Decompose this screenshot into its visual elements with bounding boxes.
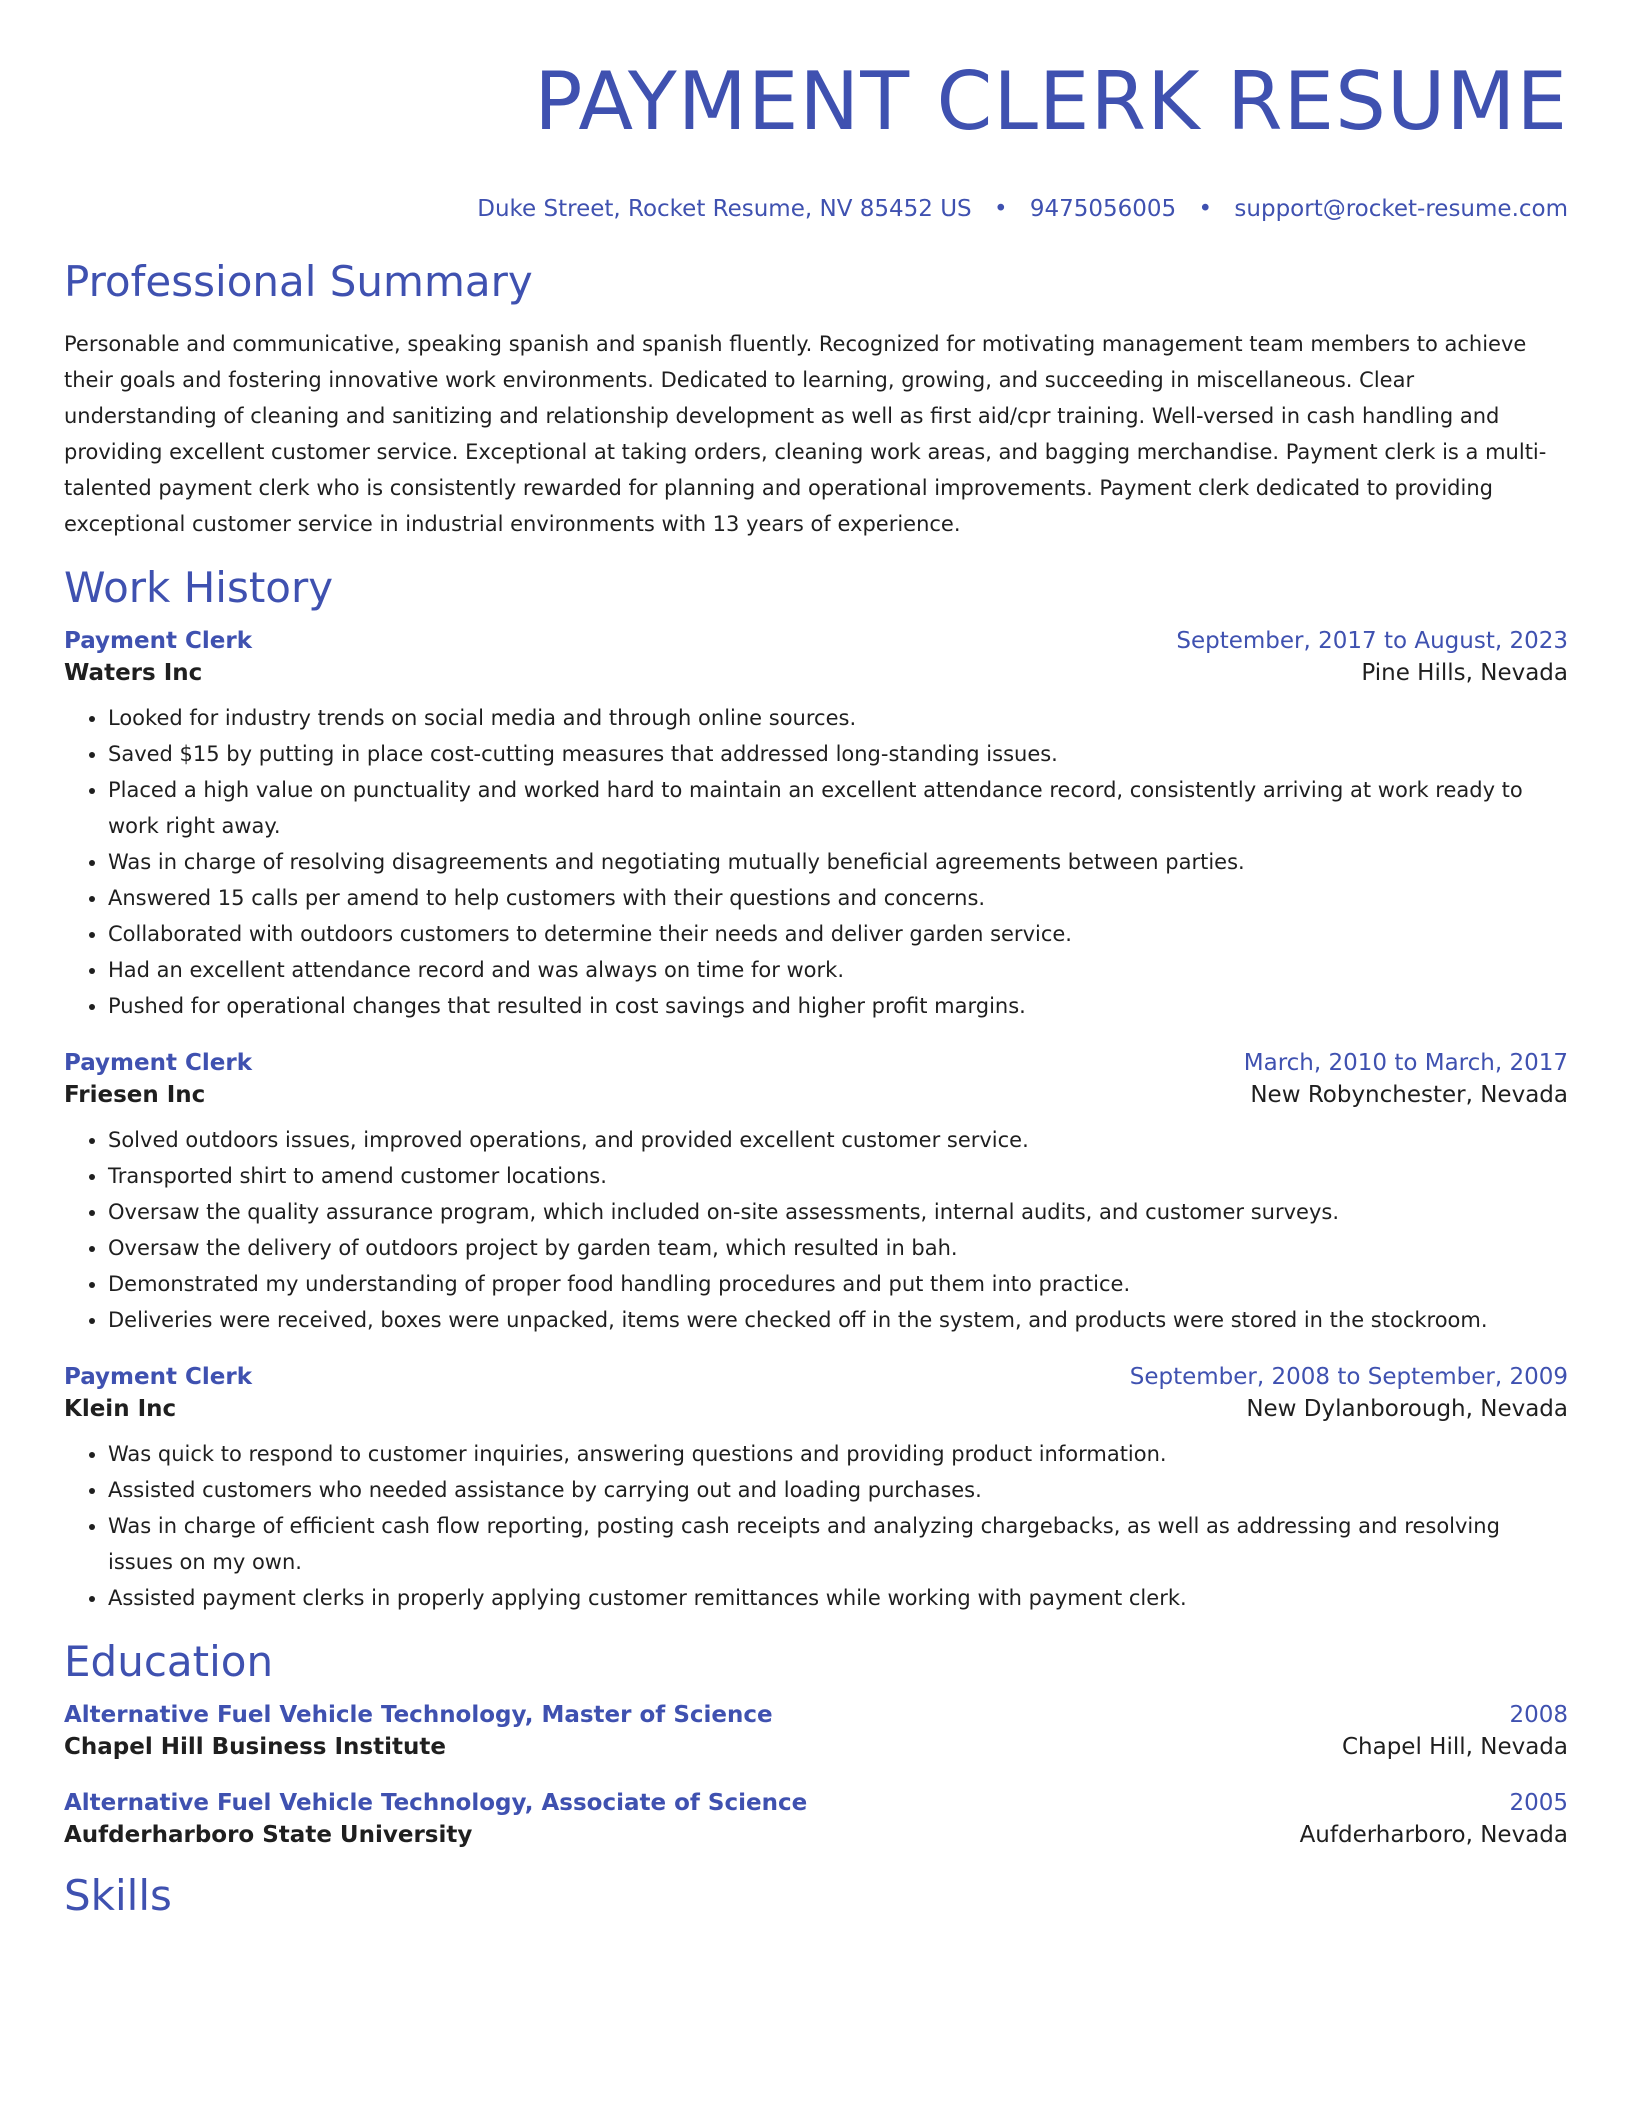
education-entry <box>64 1790 1568 1848</box>
education-entry <box>64 1702 1568 1760</box>
job-title: Payment Clerk <box>64 1050 252 1076</box>
job-bullet: • Assisted payment clerks in properly applying customer remittances while working with payment clerk. <box>108 1580 1568 1616</box>
degree-title: Alternative Fuel Vehicle Technology, Master of Science <box>64 1702 773 1728</box>
job-bullet-list <box>64 1436 1568 1616</box>
education-school-row <box>64 1822 1568 1848</box>
education-section <box>64 1636 1568 1848</box>
job-dates: September, 2017 to August, 2023 <box>1176 628 1568 654</box>
job-bullet: • Had an excellent attendance record and was always on time for work. <box>108 952 1568 988</box>
job-location: New Dylanborough, Nevada <box>1246 1396 1568 1422</box>
company-name: Klein Inc <box>64 1396 177 1422</box>
job-entry <box>64 1364 1568 1616</box>
job-entry <box>64 628 1568 1024</box>
job-company-row <box>64 1082 1568 1108</box>
job-bullet-list <box>64 700 1568 1024</box>
job-header-row <box>64 1050 1568 1076</box>
job-bullet: • Pushed for operational changes that resulted in cost savings and higher profit margins. <box>108 988 1568 1024</box>
job-bullet: • Was quick to respond to customer inquiries, answering questions and providing product information. <box>108 1436 1568 1472</box>
job-bullet: • Oversaw the delivery of outdoors project by garden team, which resulted in bah. <box>108 1230 1568 1266</box>
job-bullet: • Demonstrated my understanding of proper food handling procedures and put them into practice. <box>108 1266 1568 1302</box>
school-location: Chapel Hill, Nevada <box>1341 1734 1568 1760</box>
job-dates: March, 2010 to March, 2017 <box>1243 1050 1568 1076</box>
degree-title: Alternative Fuel Vehicle Technology, Associate of Science <box>64 1790 808 1816</box>
resume-title: PAYMENT CLERK RESUME <box>534 55 1568 148</box>
school-name: Aufderharboro State University <box>64 1822 473 1848</box>
job-location: New Robynchester, Nevada <box>1250 1082 1568 1108</box>
job-bullet: • Solved outdoors issues, improved operations, and provided excellent customer service. <box>108 1122 1568 1158</box>
job-bullet: • Saved $15 by putting in place cost-cutting measures that addressed long-standing issues. <box>108 736 1568 772</box>
job-header-row <box>64 628 1568 654</box>
summary-section <box>64 256 1568 542</box>
job-bullet: • Looked for industry trends on social media and through online sources. <box>108 700 1568 736</box>
job-bullet: • Placed a high value on punctuality and worked hard to maintain an excellent attendance record, consistently arriving at work ready to work right away. <box>108 772 1568 844</box>
education-header-row <box>64 1790 1568 1816</box>
job-dates: September, 2008 to September, 2009 <box>1129 1364 1568 1390</box>
phone-text: 9475056005 <box>1029 196 1177 222</box>
company-name: Friesen Inc <box>64 1082 206 1108</box>
job-company-row <box>64 1396 1568 1422</box>
school-name: Chapel Hill Business Institute <box>64 1734 446 1760</box>
job-bullet: • Answered 15 calls per amend to help customers with their questions and concerns. <box>108 880 1568 916</box>
education-school-row <box>64 1734 1568 1760</box>
address-text: Duke Street, Rocket Resume, NV 85452 US <box>477 196 972 222</box>
education-heading: Education <box>64 1637 274 1686</box>
job-location: Pine Hills, Nevada <box>1361 660 1568 686</box>
summary-text: Personable and communicative, speaking spanish and spanish fluently. Recognized for motivating management team members to achieve their goals and fostering innovative work environments. Dedicated to learning, growing, and succeeding in miscellaneous. Clear understanding of cleaning and sanitizing and relationship development as well as first aid/cpr training. Well-versed in cash handling and providing excellent customer service. Exceptional at taking orders, cleaning work areas, and bagging merchandise. Payment clerk is a multi-talented payment clerk who is consistently rewarded for planning and operational improvements. Payment clerk dedicated to providing exceptional customer service in industrial environments with 13 years of experience. <box>64 332 1547 536</box>
separator-dot: • <box>993 196 1008 222</box>
email-link[interactable]: support@rocket-resume.com <box>1234 196 1568 222</box>
graduation-year: 2008 <box>1509 1702 1568 1728</box>
job-title: Payment Clerk <box>64 628 252 654</box>
job-title: Payment Clerk <box>64 1364 252 1390</box>
skills-section <box>64 1870 1568 1922</box>
job-bullet: • Assisted customers who needed assistance by carrying out and loading purchases. <box>108 1472 1568 1508</box>
contact-line <box>64 194 1568 224</box>
job-header-row <box>64 1364 1568 1390</box>
graduation-year: 2005 <box>1509 1790 1568 1816</box>
education-header-row <box>64 1702 1568 1728</box>
job-bullet: • Transported shirt to amend customer locations. <box>108 1158 1568 1194</box>
school-location: Aufderharboro, Nevada <box>1299 1822 1568 1848</box>
job-bullet: • Collaborated with outdoors customers to determine their needs and deliver garden service. <box>108 916 1568 952</box>
work-history-heading: Work History <box>64 563 334 612</box>
work-history-section <box>64 562 1568 1616</box>
summary-heading: Professional Summary <box>64 257 533 306</box>
job-company-row <box>64 660 1568 686</box>
skills-heading: Skills <box>64 1871 172 1920</box>
job-bullet-list <box>64 1122 1568 1338</box>
job-bullet: • Was in charge of efficient cash flow reporting, posting cash receipts and analyzing chargebacks, as well as addressing and resolving issues on my own. <box>108 1508 1568 1580</box>
company-name: Waters Inc <box>64 660 203 686</box>
job-bullet: • Deliveries were received, boxes were unpacked, items were checked off in the system, and products were stored in the stockroom. <box>108 1302 1568 1338</box>
job-entry <box>64 1050 1568 1338</box>
separator-dot: • <box>1198 196 1213 222</box>
job-bullet: • Was in charge of resolving disagreements and negotiating mutually beneficial agreements between parties. <box>108 844 1568 880</box>
job-bullet: • Oversaw the quality assurance program, which included on-site assessments, internal audits, and customer surveys. <box>108 1194 1568 1230</box>
